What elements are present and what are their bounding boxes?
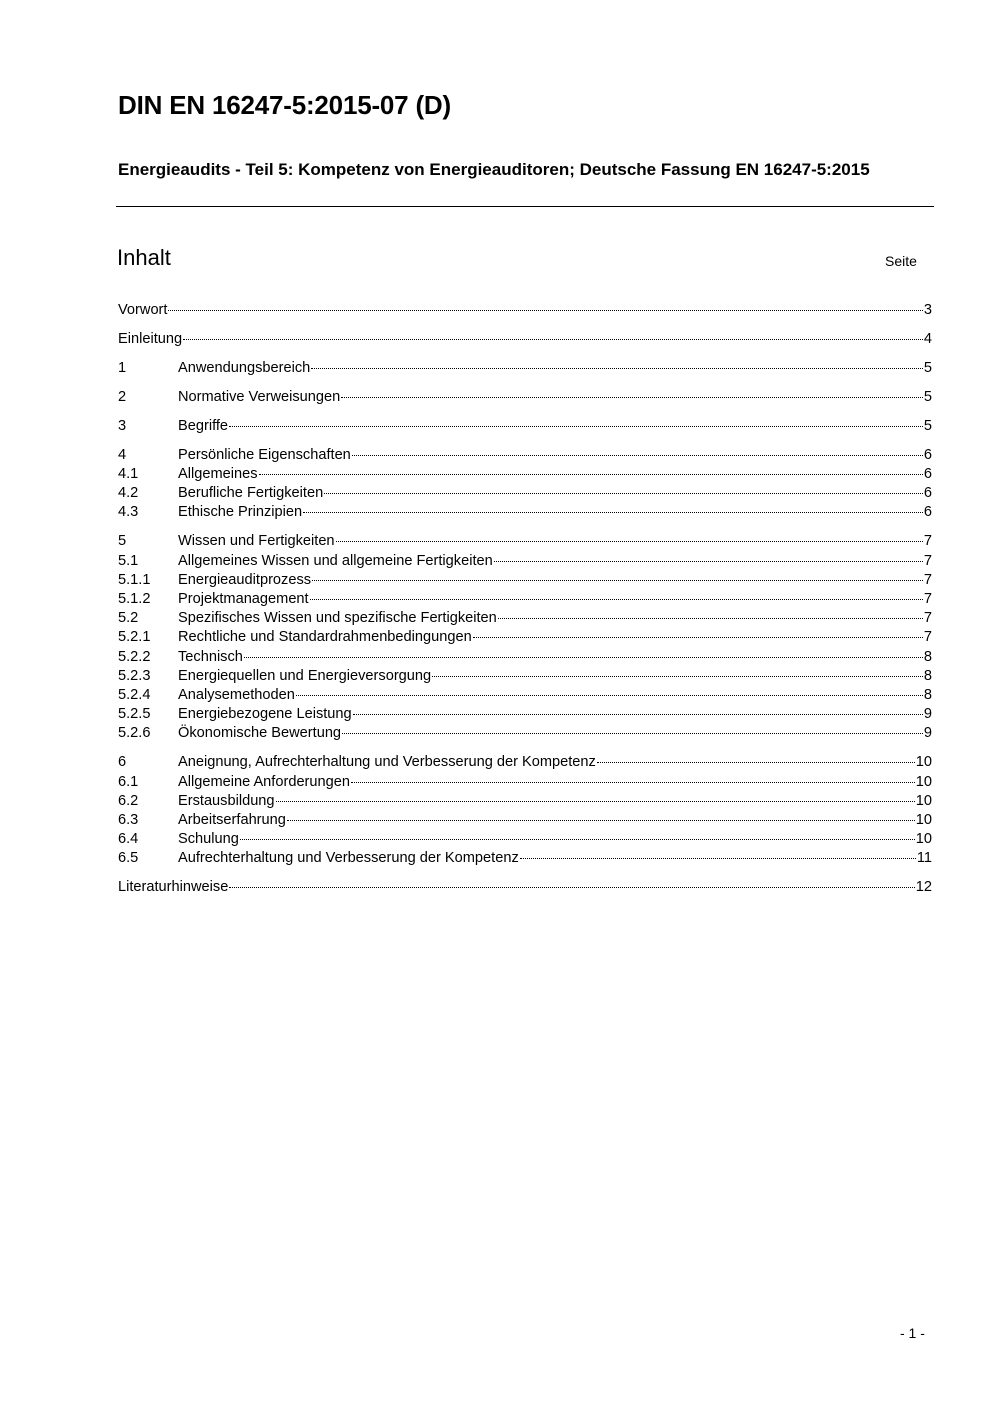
toc-entry-number: 2 [118,388,127,405]
toc-entry[interactable] [118,850,932,869]
toc-entry[interactable] [118,302,932,321]
toc-entry-page: 8 [923,648,932,665]
toc-entry-title: Aneignung, Aufrechterhaltung und Verbesserung der Kompetenz [178,754,596,771]
toc-entry-page: 10 [915,773,932,790]
toc-entry[interactable] [118,533,932,552]
toc-entry-page: 5 [923,359,932,376]
toc-entry-number: 5 [118,533,127,550]
toc-entry-page: 7 [923,571,932,588]
toc-leader [168,310,922,311]
toc-leader [183,339,923,340]
toc-entry-number: 4 [118,446,127,463]
toc-entry-page: 6 [923,466,932,483]
toc-entry-page: 9 [923,706,932,723]
toc-entry[interactable] [118,879,932,898]
document-subtitle: Energieaudits - Teil 5: Kompetenz von Energieauditoren; Deutsche Fassung EN 16247-5:2015 [118,160,870,179]
toc-entry-title: Literaturhinweise [118,879,229,896]
toc-entry-page: 10 [915,811,932,828]
toc-entry-title: Persönliche Eigenschaften [178,446,351,463]
toc-entry-page: 7 [923,629,932,646]
toc-entry-page: 6 [923,504,932,521]
toc-leader [432,676,923,677]
toc-entry[interactable] [118,793,932,812]
toc-entry-title: Schulung [178,831,239,848]
toc-entry-number: 3 [118,417,127,434]
toc-leader [473,637,923,638]
toc-leader [597,762,915,763]
toc-leader [520,858,916,859]
toc-entry[interactable] [118,485,932,504]
toc-entry-page: 8 [923,667,932,684]
toc-entry-title: Energiebezogene Leistung [178,706,352,723]
toc-leader [287,820,915,821]
toc-leader [341,397,923,398]
toc-entry[interactable] [118,331,932,350]
toc-leader [494,561,923,562]
header-divider [116,206,934,207]
toc-entry-number: 1 [118,359,127,376]
toc-entry-title: Allgemeine Anforderungen [178,773,351,790]
toc-entry-number: 6.2 [118,792,139,809]
toc-entry-number: 5.1.2 [118,591,151,608]
toc-entry[interactable] [118,418,932,437]
toc-leader [303,512,923,513]
toc-entry-page: 8 [923,686,932,703]
toc-entry-title: Technisch [178,648,243,665]
toc-leader [351,782,915,783]
toc-entry-number: 4.1 [118,466,139,483]
toc-entry-number: 5.2.3 [118,667,151,684]
toc-entry-number: 5.2.4 [118,686,151,703]
toc-entry-title: Arbeitserfahrung [178,811,286,828]
toc-entry-number: 6.1 [118,773,139,790]
toc-leader [296,695,923,696]
toc-entry-page: 3 [923,302,932,318]
toc-entry[interactable] [118,706,932,725]
toc-entry-number: 5.2.1 [118,629,151,646]
toc-entry-title: Ökonomische Bewertung [178,725,342,742]
toc-leader [312,580,923,581]
toc-leader [259,474,923,475]
toc-entry[interactable] [118,504,932,523]
toc-leader [336,541,923,542]
toc-entry[interactable] [118,572,932,591]
toc-entry-title: Anwendungsbereich [178,359,311,376]
toc-entry-number: 5.2.6 [118,725,151,742]
toc-entry[interactable] [118,360,932,379]
toc-leader [324,493,923,494]
toc-entry-title: Rechtliche und Standardrahmenbedingungen [178,629,472,646]
toc-entry[interactable] [118,591,932,610]
toc-entry-title: Berufliche Fertigkeiten [178,485,324,502]
toc-leader [244,657,923,658]
toc-entry[interactable] [118,553,932,572]
toc-entry-page: 5 [923,417,932,434]
toc-entry-title: Begriffe [178,417,229,434]
toc-entry-number: 6 [118,754,127,771]
toc-entry[interactable] [118,629,932,648]
toc-entry-title: Vorwort [118,302,168,318]
toc-leader [342,733,923,734]
toc-entry-page: 6 [923,446,932,463]
toc-leader [310,599,923,600]
table-of-contents [118,302,932,898]
toc-entry-title: Spezifisches Wissen und spezifische Fertigkeiten [178,610,497,627]
toc-leader [276,801,915,802]
toc-leader [240,839,915,840]
toc-entry[interactable] [118,754,932,773]
toc-entry-page: 10 [915,754,932,771]
toc-leader [352,455,923,456]
toc-entry-page: 11 [916,850,932,867]
toc-entry[interactable] [118,389,932,408]
toc-entry-page: 7 [923,552,932,569]
toc-entry-title: Projektmanagement [178,591,309,608]
toc-entry-page: 9 [923,725,932,742]
toc-entry-title: Wissen und Fertigkeiten [178,533,335,550]
toc-entry-page: 6 [923,485,932,502]
toc-entry-title: Energieauditprozess [178,571,312,588]
toc-entry[interactable] [118,725,932,744]
toc-entry-number: 6.5 [118,850,139,867]
toc-heading: Inhalt [117,245,171,270]
toc-entry[interactable] [118,466,932,485]
toc-leader [229,887,914,888]
toc-entry-page: 7 [923,533,932,550]
toc-entry-page: 10 [915,831,932,848]
toc-entry[interactable] [118,687,932,706]
toc-entry-title: Analysemethoden [178,686,295,703]
toc-entry[interactable] [118,649,932,668]
toc-leader [229,426,923,427]
toc-entry-title: Aufrechterhaltung und Verbesserung der Kompetenz [178,850,519,867]
toc-entry-number: 5.1.1 [118,571,151,588]
page-number: - 1 - [900,1325,925,1341]
toc-entry-title: Einleitung [118,330,183,347]
toc-entry[interactable] [118,668,932,687]
toc-entry-number: 4.3 [118,504,139,521]
toc-entry-page: 5 [923,388,932,405]
toc-page-column-label: Seite [885,253,917,269]
document-title: DIN EN 16247-5:2015-07 (D) [118,90,451,120]
toc-entry[interactable] [118,831,932,850]
toc-entry-number: 6.3 [118,811,139,828]
toc-entry-page: 10 [915,792,932,809]
toc-entry-number: 5.2.2 [118,648,151,665]
toc-entry[interactable] [118,812,932,831]
toc-entry-title: Ethische Prinzipien [178,504,303,521]
toc-entry-number: 5.1 [118,552,139,569]
toc-entry-number: 4.2 [118,485,139,502]
toc-entry-title: Energiequellen und Energieversorgung [178,667,432,684]
toc-entry-title: Allgemeines Wissen und allgemeine Fertigkeiten [178,552,493,569]
toc-leader [498,618,923,619]
toc-entry[interactable] [118,774,932,793]
toc-entry-page: 4 [923,330,932,347]
toc-entry-title: Normative Verweisungen [178,388,341,405]
toc-leader [353,714,923,715]
toc-entry-page: 7 [923,591,932,608]
toc-leader [311,368,923,369]
toc-entry-title: Allgemeines [178,466,258,483]
toc-entry[interactable] [118,610,932,629]
toc-entry[interactable] [118,447,932,466]
toc-entry-page: 12 [915,879,932,896]
toc-entry-page: 7 [923,610,932,627]
toc-entry-number: 5.2.5 [118,706,151,723]
toc-entry-number: 6.4 [118,831,139,848]
toc-entry-title: Erstausbildung [178,792,275,809]
toc-entry-number: 5.2 [118,610,139,627]
